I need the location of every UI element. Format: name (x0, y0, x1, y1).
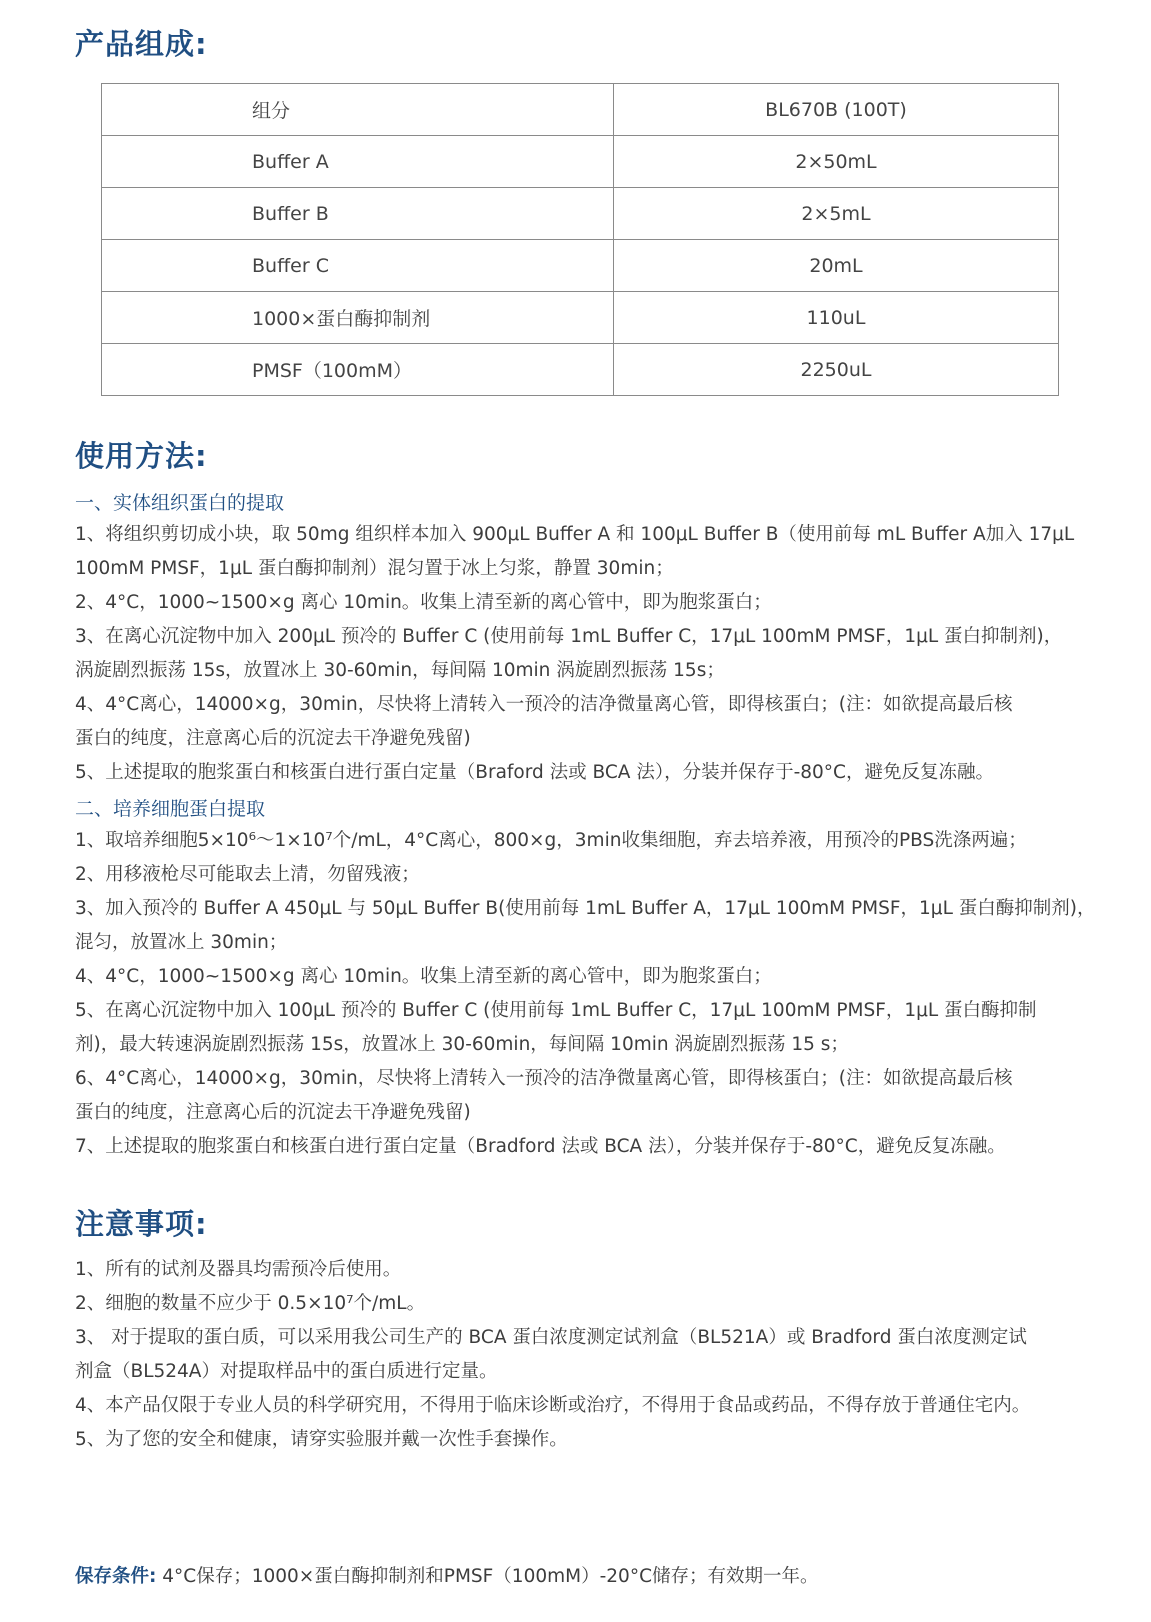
table-cell: 2250uL (614, 344, 1059, 396)
table-row (102, 136, 1059, 188)
table-header-cell: 组分 (102, 84, 614, 136)
composition-heading: 产品组成: (75, 27, 208, 61)
text-line: 5、为了您的安全和健康，请穿实验服并戴一次性手套操作。 (75, 1429, 568, 1450)
text-line: 混匀，放置冰上 30min； (75, 932, 288, 953)
text-line: 3、加入预冷的 Buffer A 450μL 与 50μL Buffer B(使用前每 1mL Buffer A，17μL 100mM PMSF，1μL 蛋白酶抑制剂)， (75, 898, 1096, 919)
text-line: 1、所有的试剂及器具均需预冷后使用。 (75, 1259, 402, 1280)
text-line: 2、细胞的数量不应少于 0.5×10⁷个/mL。 (75, 1293, 426, 1314)
text-line: 蛋白的纯度，注意离心后的沉淀去干净避免残留) (75, 1102, 471, 1123)
text-line: 100mM PMSF，1μL 蛋白酶抑制剂）混匀置于冰上匀浆，静置 30min； (75, 558, 674, 579)
text-line: 剂盒（BL524A）对提取样品中的蛋白质进行定量。 (75, 1361, 498, 1382)
storage-conditions (75, 1562, 819, 1588)
usage-heading: 使用方法: (75, 439, 208, 473)
storage-text: 4°C保存；1000×蛋白酶抑制剂和PMSF（100mM）-20°C储存；有效期一年。 (156, 1566, 819, 1587)
table-row (102, 188, 1059, 240)
notes-heading: 注意事项: (75, 1207, 208, 1241)
text-line: 7、上述提取的胞浆蛋白和核蛋白进行蛋白定量（Bradford 法或 BCA 法），分装并保存于-80°C，避免反复冻融。 (75, 1136, 1006, 1157)
text-line: 2、4°C，1000~1500×g 离心 10min。收集上清至新的离心管中，即为胞浆蛋白； (75, 592, 772, 613)
text-line: 5、在离心沉淀物中加入 100μL 预冷的 Buffer C (使用前每 1mL Buffer C，17μL 100mM PMSF，1μL 蛋白酶抑制 (75, 1000, 1037, 1021)
text-line: 4、本产品仅限于专业人员的科学研究用，不得用于临床诊断或治疗，不得用于食品或药品，不得存放于普通住宅内。 (75, 1395, 1031, 1416)
text-line: 2、用移液枪尽可能取去上清，勿留残液； (75, 864, 420, 885)
section-title-tissue: 一、实体组织蛋白的提取 (75, 492, 285, 514)
table-cell: Buffer A (102, 136, 614, 188)
text-line: 1、取培养细胞5×10⁶～1×10⁷个/mL，4°C离心，800×g，3min收集细胞，弃去培养液，用预冷的PBS洗涤两遍； (75, 830, 1027, 851)
text-line: 3、在离心沉淀物中加入 200μL 预冷的 Buffer C (使用前每 1mL Buffer C，17μL 100mM PMSF，1μL 蛋白抑制剂)， (75, 626, 1063, 647)
text-line: 6、4°C离心，14000×g，30min，尽快将上清转入一预冷的洁净微量离心管，即得核蛋白；(注：如欲提高最后核 (75, 1068, 1013, 1089)
text-line: 3、 对于提取的蛋白质，可以采用我公司生产的 BCA 蛋白浓度测定试剂盒（BL521A）或 Bradford 蛋白浓度测定试 (75, 1327, 1027, 1348)
storage-label: 保存条件: (75, 1566, 157, 1587)
table-cell: 20mL (614, 240, 1059, 292)
table-row (102, 292, 1059, 344)
text-line: 涡旋剧烈振荡 15s，放置冰上 30-60min，每间隔 10min 涡旋剧烈振荡 15s； (75, 660, 725, 681)
table-cell: PMSF（100mM） (102, 344, 614, 396)
text-line: 剂)，最大转速涡旋剧烈振荡 15s，放置冰上 30-60min，每间隔 10min 涡旋剧烈振荡 15 s； (75, 1034, 849, 1055)
text-line: 5、上述提取的胞浆蛋白和核蛋白进行蛋白定量（Braford 法或 BCA 法），分装并保存于-80°C，避免反复冻融。 (75, 762, 994, 783)
table-cell: 110uL (614, 292, 1059, 344)
table-cell: 2×50mL (614, 136, 1059, 188)
table-header-row (102, 84, 1059, 136)
table-cell: Buffer C (102, 240, 614, 292)
table-cell: 2×5mL (614, 188, 1059, 240)
table-row (102, 240, 1059, 292)
text-line: 4、4°C离心，14000×g，30min，尽快将上清转入一预冷的洁净微量离心管，即得核蛋白；(注：如欲提高最后核 (75, 694, 1013, 715)
table-row (102, 344, 1059, 396)
section-title-cells: 二、培养细胞蛋白提取 (75, 798, 266, 820)
table-cell: Buffer B (102, 188, 614, 240)
table-header-cell: BL670B (100T) (614, 84, 1059, 136)
text-line: 4、4°C，1000~1500×g 离心 10min。收集上清至新的离心管中，即为胞浆蛋白； (75, 966, 772, 987)
text-line: 1、将组织剪切成小块，取 50mg 组织样本加入 900μL Buffer A 和 100μL Buffer B（使用前每 mL Buffer A加入 17μL (75, 524, 1075, 545)
table-cell: 1000×蛋白酶抑制剂 (102, 292, 614, 344)
text-line: 蛋白的纯度，注意离心后的沉淀去干净避免残留) (75, 728, 471, 749)
composition-table (101, 83, 1059, 396)
